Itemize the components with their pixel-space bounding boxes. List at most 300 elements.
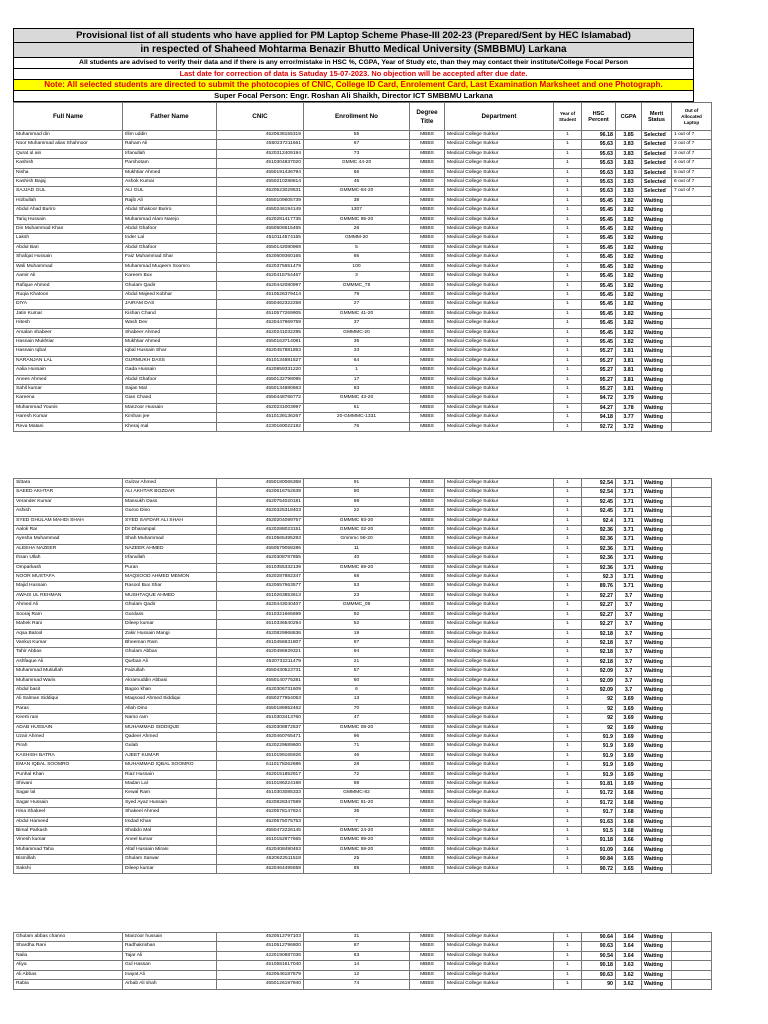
cell-cnic: 4520578147824 [217, 808, 304, 817]
cell-cgpa: 3.82 [616, 196, 642, 205]
cell-cgpa: 3.69 [616, 770, 642, 779]
cell-degree: MBBS [410, 328, 445, 337]
cell-cgpa: 3.71 [616, 479, 642, 488]
cell-enrollment: 19 [304, 629, 410, 638]
cell-cnic: 4510139136267 [217, 413, 304, 422]
cell-year: 1 [554, 309, 582, 318]
cell-enrollment: 23 [304, 591, 410, 600]
cell-father-name: Inder Lal [123, 234, 217, 243]
cell-department: Medical College Sukkur [445, 300, 554, 309]
table-row [14, 732, 712, 741]
column-header-cnic: CNIC [217, 103, 304, 131]
cell-enrollment: GMMMC 24-20 [304, 827, 410, 836]
cell-hsc: 95.27 [582, 366, 616, 375]
cell-cgpa: 3.7 [616, 610, 642, 619]
cell-father-name: Faiz Muhammad Shar [123, 253, 217, 262]
cell-full-name: Mahek Rani [14, 620, 123, 629]
cell-father-name: Ghulam Qadir [123, 601, 217, 610]
cell-father-name: Manzoor Hussain [123, 403, 217, 412]
cell-department: Medical College Sukkur [445, 507, 554, 516]
students-table-continued [13, 478, 712, 874]
cell-merit-status: Waiting [642, 855, 672, 864]
cell-enrollment: GMMMC 02-20 [304, 526, 410, 535]
cell-enrollment: 60 [304, 676, 410, 685]
cell-department: Medical College Sukkur [445, 328, 554, 337]
cell-department: Medical College Sukkur [445, 676, 554, 685]
cell-cgpa: 3.63 [616, 961, 642, 970]
cell-enrollment: 61 [304, 403, 410, 412]
cell-merit-status: Waiting [642, 980, 672, 989]
cell-allocated [672, 497, 712, 506]
cell-year: 1 [554, 610, 582, 619]
cell-enrollment: 70 [304, 704, 410, 713]
cell-department: Medical College Sukkur [445, 178, 554, 187]
cell-cnic: 4520622511518 [217, 855, 304, 864]
cell-department: Medical College Sukkur [445, 281, 554, 290]
cell-degree: MBBS [410, 780, 445, 789]
table-row [14, 685, 712, 694]
table-row [14, 516, 712, 525]
cell-hsc: 95.45 [582, 300, 616, 309]
table-row [14, 817, 712, 826]
cell-degree: MBBS [410, 685, 445, 694]
cell-full-name: Muhammad Taha [14, 845, 123, 854]
cell-degree: MBBS [410, 262, 445, 271]
cell-merit-status: Waiting [642, 845, 672, 854]
cell-full-name: Hasnain Mukhtiar [14, 337, 123, 346]
cell-father-name: Shakeel Ahmed [123, 808, 217, 817]
cell-year: 1 [554, 667, 582, 676]
cell-degree: MBBS [410, 676, 445, 685]
cell-cnic: 4510304837020 [217, 159, 304, 168]
cell-enrollment: 40 [304, 554, 410, 563]
cell-degree: MBBS [410, 290, 445, 299]
cell-full-name: Shardha Rani [14, 942, 123, 951]
cell-department: Medical College Sukkur [445, 620, 554, 629]
cell-enrollment: 52 [304, 620, 410, 629]
cell-merit-status: Waiting [642, 337, 672, 346]
cell-hsc: 92.36 [582, 526, 616, 535]
cell-allocated [672, 262, 712, 271]
cell-full-name: Tariq Hussain [14, 215, 123, 224]
cell-degree: MBBS [410, 714, 445, 723]
cell-full-name: Ayesha Muhammad [14, 535, 123, 544]
cell-enrollment: 27 [304, 300, 410, 309]
cell-enrollment: 33 [304, 347, 410, 356]
cell-cgpa: 3.82 [616, 243, 642, 252]
cell-cgpa: 3.83 [616, 187, 642, 196]
cell-full-name: Haresh Kumar [14, 413, 123, 422]
cell-allocated [672, 526, 712, 535]
cell-year: 1 [554, 742, 582, 751]
cell-hsc: 92.27 [582, 591, 616, 600]
cell-full-name: Abdul Bari [14, 243, 123, 252]
cell-father-name: Kishan Chand [123, 309, 217, 318]
cell-cnic: 4510303085333 [217, 789, 304, 798]
cell-hsc: 92.3 [582, 573, 616, 582]
cell-year: 1 [554, 168, 582, 177]
cell-degree: MBBS [410, 516, 445, 525]
cell-department: Medical College Sukkur [445, 347, 554, 356]
table-row [14, 309, 712, 318]
cell-merit-status: Selected [642, 168, 672, 177]
cell-year: 1 [554, 638, 582, 647]
cell-enrollment: 68 [304, 573, 410, 582]
cell-cgpa: 3.82 [616, 253, 642, 262]
cell-hsc: 92.72 [582, 422, 616, 431]
cell-full-name: Kashish Bajaj [14, 178, 123, 187]
cell-father-name: Maqsood Ahmed Siddiqui [123, 695, 217, 704]
cell-degree: MBBS [410, 732, 445, 741]
cell-merit-status: Waiting [642, 961, 672, 970]
cell-year: 1 [554, 516, 582, 525]
cell-father-name: Gurdass [123, 610, 217, 619]
cell-cnic: 4550142080969 [217, 243, 304, 252]
cell-allocated [672, 535, 712, 544]
cell-father-name: Qurban Ali [123, 657, 217, 666]
cell-cgpa: 3.7 [616, 601, 642, 610]
table-row [14, 384, 712, 393]
cell-year: 1 [554, 497, 582, 506]
cell-cgpa: 3.71 [616, 526, 642, 535]
cell-department: Medical College Sukkur [445, 704, 554, 713]
cell-cgpa: 3.69 [616, 732, 642, 741]
cell-cgpa: 3.71 [616, 516, 642, 525]
cell-degree: MBBS [410, 300, 445, 309]
cell-department: Medical College Sukkur [445, 657, 554, 666]
cell-cnic: 4520512797103 [217, 933, 304, 942]
cell-cgpa: 3.83 [616, 140, 642, 149]
cell-enrollment: 47 [304, 714, 410, 723]
cell-father-name: Ghulam Sarwar [123, 855, 217, 864]
cell-allocated [672, 253, 712, 262]
cell-allocated: 2 out of 7 [672, 140, 712, 149]
cell-enrollment: 71 [304, 742, 410, 751]
cell-full-name: Sakshi [14, 864, 123, 873]
cell-hsc: 94.18 [582, 413, 616, 422]
cell-cgpa: 3.69 [616, 695, 642, 704]
cell-cnic: 4520241032295 [217, 328, 304, 337]
cell-allocated: 7 out of 7 [672, 187, 712, 196]
cell-cnic: 4520638155319 [217, 131, 304, 140]
cell-cnic: 4520496929321 [217, 648, 304, 657]
cell-full-name: Muhammad Mutiullah [14, 667, 123, 676]
cell-merit-status: Waiting [642, 704, 672, 713]
cell-father-name: Abdul Ghafoor [123, 243, 217, 252]
cell-degree: MBBS [410, 933, 445, 942]
cell-cnic: 4510456631807 [217, 638, 304, 647]
cell-year: 1 [554, 961, 582, 970]
cell-department: Medical College Sukkur [445, 798, 554, 807]
cell-full-name: Aalia Hussain [14, 366, 123, 375]
cell-father-name: Muhammad Muqeem Soomro [123, 262, 217, 271]
cell-enrollment: 73 [304, 149, 410, 158]
cell-merit-status: Waiting [642, 951, 672, 960]
cell-hsc: 95.45 [582, 253, 616, 262]
table-row [14, 808, 712, 817]
cell-year: 1 [554, 479, 582, 488]
cell-allocated [672, 742, 712, 751]
cell-merit-status: Waiting [642, 507, 672, 516]
cell-allocated [672, 667, 712, 676]
table-row [14, 479, 712, 488]
advisory-note: All students are advised to verify their data and if there is any error/mistake in HSC %, CGPA, Year of Study etc, than they may contact their institute/College Focal Person [13, 57, 694, 68]
cell-cnic: 4510336540294 [217, 620, 304, 629]
table-row [14, 234, 712, 243]
cell-hsc: 92.36 [582, 563, 616, 572]
table-row [14, 961, 712, 970]
cell-cgpa: 3.71 [616, 563, 642, 572]
cell-hsc: 91.9 [582, 770, 616, 779]
cell-cgpa: 3.69 [616, 751, 642, 760]
cell-year: 1 [554, 159, 582, 168]
table-row [14, 159, 712, 168]
cell-full-name: Tahir Abbas [14, 648, 123, 657]
cell-full-name: Ruqia Khatoon [14, 290, 123, 299]
cell-enrollment: 35 [304, 337, 410, 346]
cell-full-name: KASHISH BATRA [14, 751, 123, 760]
cell-father-name: Tajar Ali [123, 951, 217, 960]
table-row [14, 573, 712, 582]
cell-cnic: 4510581617040 [217, 961, 304, 970]
cell-father-name: Mukhtiar Ahmed [123, 337, 217, 346]
cell-department: Medical College Sukkur [445, 667, 554, 676]
cell-year: 1 [554, 196, 582, 205]
cell-enrollment: 85 [304, 864, 410, 873]
cell-enrollment: 25 [304, 855, 410, 864]
cell-year: 1 [554, 751, 582, 760]
cell-cgpa: 3.68 [616, 817, 642, 826]
cell-year: 1 [554, 178, 582, 187]
cell-year: 1 [554, 225, 582, 234]
table-row [14, 629, 712, 638]
cell-enrollment: 53 [304, 582, 410, 591]
cell-hsc: 91.9 [582, 732, 616, 741]
cell-father-name: ALI GUL [123, 187, 217, 196]
cell-department: Medical College Sukkur [445, 817, 554, 826]
cell-degree: MBBS [410, 601, 445, 610]
cell-department: Medical College Sukkur [445, 573, 554, 582]
cell-enrollment: 66 [304, 168, 410, 177]
cell-degree: MBBS [410, 836, 445, 845]
table-row [14, 855, 712, 864]
cell-hsc: 95.45 [582, 319, 616, 328]
cell-cnic: 4520609360165 [217, 253, 304, 262]
cell-hsc: 95.45 [582, 337, 616, 346]
cell-allocated [672, 309, 712, 318]
column-header-enrollment: Enrollment No [304, 103, 410, 131]
cell-degree: MBBS [410, 526, 445, 535]
cell-hsc: 91.63 [582, 817, 616, 826]
cell-allocated [672, 761, 712, 770]
table-row [14, 657, 712, 666]
cell-father-name: Shah Muhammad [123, 535, 217, 544]
table-row [14, 356, 712, 365]
cell-hsc: 91.09 [582, 845, 616, 854]
cell-department: Medical College Sukkur [445, 601, 554, 610]
cell-year: 1 [554, 140, 582, 149]
cell-allocated [672, 206, 712, 215]
cell-year: 1 [554, 413, 582, 422]
cell-enrollment: 6 [304, 685, 410, 694]
cell-allocated [672, 394, 712, 403]
cell-allocated [672, 808, 712, 817]
cell-merit-status: Waiting [642, 290, 672, 299]
cell-cgpa: 3.77 [616, 413, 642, 422]
cell-merit-status: Waiting [642, 751, 672, 760]
cell-hsc: 91.72 [582, 789, 616, 798]
cell-enrollment: 28 [304, 761, 410, 770]
cell-hsc: 92.18 [582, 648, 616, 657]
cell-year: 1 [554, 253, 582, 262]
cell-department: Medical College Sukkur [445, 951, 554, 960]
cell-hsc: 95.45 [582, 225, 616, 234]
cell-merit-status: Waiting [642, 375, 672, 384]
cell-father-name: SYED SAFDAR ALI SHAH [123, 516, 217, 525]
cell-degree: MBBS [410, 422, 445, 431]
cell-cgpa: 3.81 [616, 384, 642, 393]
cell-cgpa: 3.69 [616, 780, 642, 789]
cell-department: Medical College Sukkur [445, 375, 554, 384]
cell-year: 1 [554, 970, 582, 979]
cell-cgpa: 3.82 [616, 234, 642, 243]
cell-cgpa: 3.82 [616, 319, 642, 328]
cell-cgpa: 3.69 [616, 761, 642, 770]
cell-full-name: Rafique Ahmed [14, 281, 123, 290]
cell-year: 1 [554, 732, 582, 741]
cell-father-name: Syed Ayaz Hussain [123, 798, 217, 807]
cell-cnic: 4510321665699 [217, 610, 304, 619]
cell-enrollment: 96 [304, 732, 410, 741]
cell-degree: MBBS [410, 704, 445, 713]
table-row [14, 770, 712, 779]
cell-cgpa: 3.82 [616, 262, 642, 271]
cell-merit-status: Waiting [642, 817, 672, 826]
cell-allocated [672, 488, 712, 497]
cell-cgpa: 3.7 [616, 648, 642, 657]
cell-cnic: 4510512796800 [217, 942, 304, 951]
cell-hsc: 92.45 [582, 507, 616, 516]
cell-full-name: Nisha [14, 168, 123, 177]
table-row [14, 488, 712, 497]
cell-full-name: ALEEHA NAZEER [14, 544, 123, 553]
cell-degree: MBBS [410, 384, 445, 393]
cell-year: 1 [554, 300, 582, 309]
cell-degree: MBBS [410, 403, 445, 412]
cell-degree: MBBS [410, 648, 445, 657]
table-row [14, 845, 712, 854]
cell-cgpa: 3.71 [616, 488, 642, 497]
cell-year: 1 [554, 723, 582, 732]
cell-full-name: Ihsan Ullah [14, 554, 123, 563]
table-row [14, 751, 712, 760]
cell-department: Medical College Sukkur [445, 591, 554, 600]
cell-enrollment: 38 [304, 196, 410, 205]
cell-merit-status: Waiting [642, 554, 672, 563]
cell-merit-status: Waiting [642, 780, 672, 789]
cell-cnic: 4550210288814 [217, 178, 304, 187]
table-header-row [14, 103, 712, 131]
cell-full-name: Reva Matani [14, 422, 123, 431]
cell-full-name: Shivani [14, 780, 123, 789]
cell-hsc: 92 [582, 723, 616, 732]
cell-father-name: MUHAMMAD IQBAL SOOMRO [123, 761, 217, 770]
cell-enrollment: 37 [304, 319, 410, 328]
cell-cnic: 4520657663577 [217, 582, 304, 591]
table-row [14, 272, 712, 281]
cell-cgpa: 3.62 [616, 980, 642, 989]
table-row [14, 942, 712, 951]
cell-enrollment: 55 [304, 131, 410, 140]
cell-enrollment: 20-GMMMC-1331 [304, 413, 410, 422]
cell-cgpa: 3.68 [616, 798, 642, 807]
cell-degree: MBBS [410, 855, 445, 864]
cell-department: Medical College Sukkur [445, 413, 554, 422]
cell-department: Medical College Sukkur [445, 366, 554, 375]
cell-hsc: 92.54 [582, 479, 616, 488]
cell-father-name: Irfanullah [123, 149, 217, 158]
cell-enrollment: 26 [304, 225, 410, 234]
cell-year: 1 [554, 554, 582, 563]
cell-department: Medical College Sukkur [445, 732, 554, 741]
table-row [14, 836, 712, 845]
cell-merit-status: Waiting [642, 836, 672, 845]
cell-full-name: Ali Abbas [14, 970, 123, 979]
cell-full-name: SYED GHULAM MAHDI SHAH [14, 516, 123, 525]
cell-cnic: 4520754020181 [217, 497, 304, 506]
cell-hsc: 95.27 [582, 384, 616, 393]
cell-merit-status: Waiting [642, 243, 672, 252]
cell-degree: MBBS [410, 770, 445, 779]
cell-father-name: Madan Lal [123, 780, 217, 789]
cell-year: 1 [554, 648, 582, 657]
cell-hsc: 90.18 [582, 961, 616, 970]
cell-hsc: 92 [582, 695, 616, 704]
cell-department: Medical College Sukkur [445, 290, 554, 299]
cell-cnic: 4520575075753 [217, 817, 304, 826]
cell-enrollment: GMMC 44-20 [304, 159, 410, 168]
cell-allocated [672, 413, 712, 422]
cell-merit-status: Waiting [642, 864, 672, 873]
cell-allocated [672, 657, 712, 666]
cell-hsc: 91.72 [582, 798, 616, 807]
cell-cgpa: 3.85 [616, 131, 642, 140]
cell-allocated [672, 563, 712, 572]
cell-hsc: 95.45 [582, 328, 616, 337]
cell-hsc: 91.18 [582, 836, 616, 845]
cell-cgpa: 3.83 [616, 178, 642, 187]
cell-allocated [672, 770, 712, 779]
cell-year: 1 [554, 206, 582, 215]
cell-hsc: 90 [582, 980, 616, 989]
cell-year: 1 [554, 347, 582, 356]
cell-cgpa: 3.66 [616, 845, 642, 854]
cell-merit-status: Selected [642, 131, 672, 140]
cell-enrollment: 14 [304, 961, 410, 970]
cell-year: 1 [554, 591, 582, 600]
cell-enrollment: 11 [304, 544, 410, 553]
cell-merit-status: Waiting [642, 544, 672, 553]
cell-full-name: Bismillah [14, 855, 123, 864]
cell-enrollment: GMMMC_09 [304, 601, 410, 610]
cell-year: 1 [554, 573, 582, 582]
cell-degree: MBBS [410, 761, 445, 770]
cell-department: Medical College Sukkur [445, 554, 554, 563]
table-row [14, 970, 712, 979]
cell-hsc: 91.9 [582, 742, 616, 751]
cell-hsc: 91.7 [582, 808, 616, 817]
cell-hsc: 90.84 [582, 855, 616, 864]
